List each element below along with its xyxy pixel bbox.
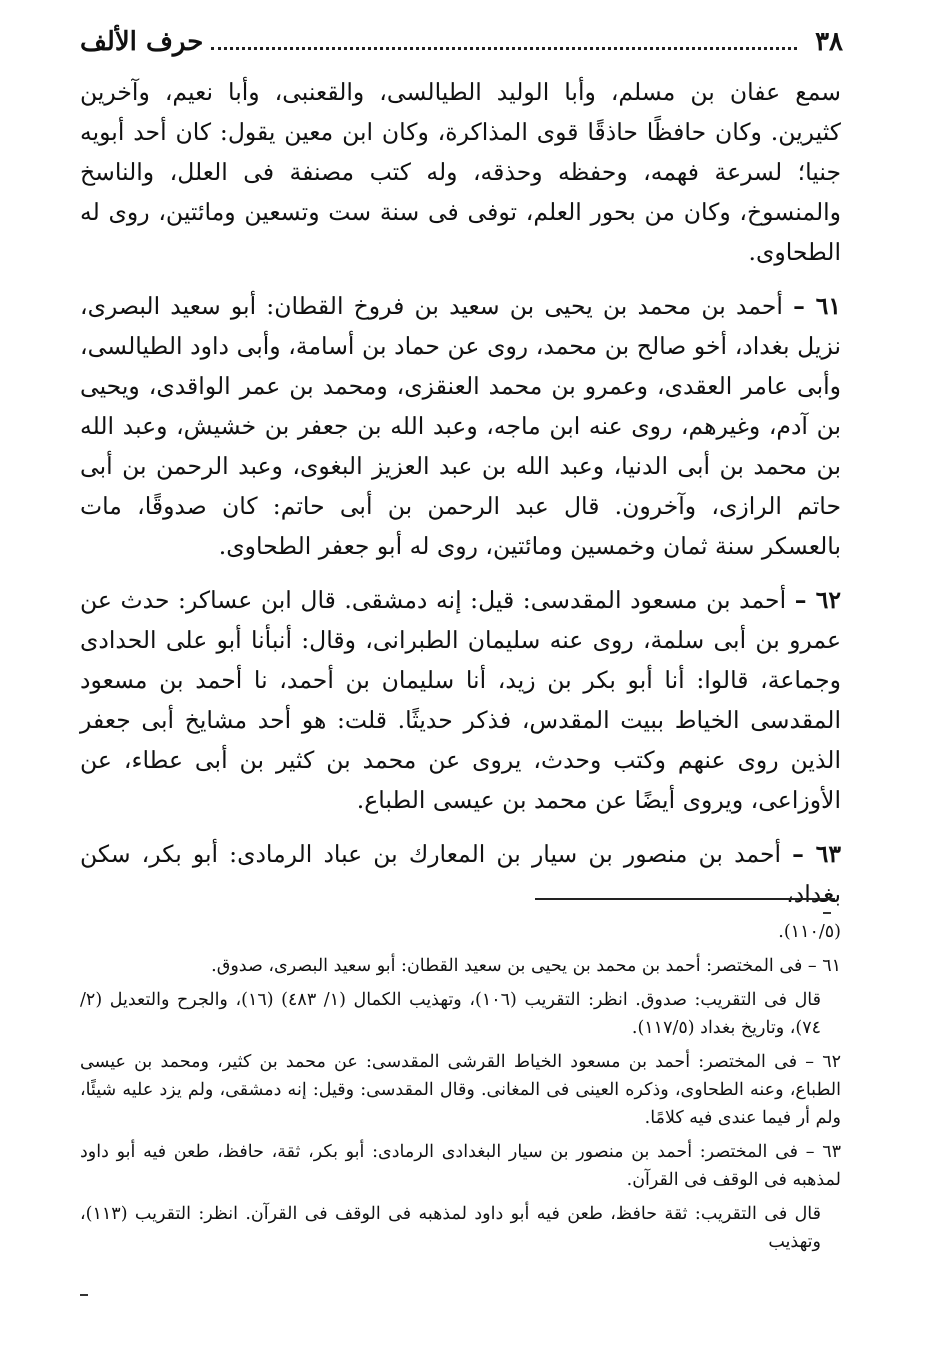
entry-text: أحمد بن منصور بن سيار بن المعارك بن عباد الرمادى: أبو بكر، سكن بغداد، xyxy=(80,840,841,908)
footnote-61-detail: قال فى التقريب: صدوق. انظر: التقريب (١٠٦)، وتهذيب الكمال (١/ ٤٨٣) (١٦)، والجرح والتعديل (٢/ ٧٤)، وتاريخ بغداد (١١٧/٥). xyxy=(80,990,821,1038)
page-number: ٣٨ xyxy=(815,27,843,57)
footnote-mark xyxy=(823,912,831,914)
entry-text: أحمد بن محمد بن يحيى بن سعيد بن فروخ القطان: أبو سعيد البصرى، نزيل بغداد، أخو صالح بن محمد، روى عن حماد بن أسامة، وأبى داود الطيالسى، وأبى عامر العقدى، وعمرو بن محمد العنقزى، ومحمد بن عمر الواقدى، ويحيى بن آدم، وغيرهم، روى عنه ابن ماجه، وعبد الله بن جعفر بن خشيش، وعبد الله بن محمد بن أبى الدنيا، وعبد الله بن عبد العزيز البغوى، وعبد الرحمن بن أبى حاتم الرازى، وآخرون. قال عبد الرحمن بن أبى حاتم: كان صدوقًا، مات بالعسكر سنة ثمان وخمسين ومائتين، روى له أبو جعفر الطحاوى. xyxy=(80,292,841,560)
footnote-63-detail: قال فى التقريب: ثقة حافظ، طعن فيه أبو داود لمذهبه فى الوقف فى القرآن. انظر: التقريب (١١٣)، وتهذيب xyxy=(80,1204,821,1252)
main-text xyxy=(80,72,841,928)
continuation-paragraph: سمع عفان بن مسلم، وأبا الوليد الطيالسى، والقعنبى، وأبا نعيم، وآخرين كثيرين. وكان حافظًا حاذقًا قوى المذاكرة، وكان ابن معين يقول: كان أحد أبويه جنيا؛ لسرعة فهمه، وحفظه وحذقه، وله كتب مصنفة فى العلل، والناسخ والمنسوخ، وكان من بحور العلم، توفى فى سنة ست وتسعين ومائتين، روى له الطحاوى. xyxy=(80,78,841,266)
entry-62 xyxy=(80,580,841,820)
footnote-mark xyxy=(80,1294,88,1296)
footnotes xyxy=(80,918,841,1262)
entry-number: ٦٣ – xyxy=(792,840,841,868)
page-header xyxy=(80,22,843,62)
running-title: حرف الألف xyxy=(80,27,204,57)
footnote-continuation: (١١٠/٥). xyxy=(778,922,841,942)
entry-61 xyxy=(80,286,841,566)
entry-number: ٦٢ – xyxy=(794,586,841,614)
header-dot-leader xyxy=(211,47,797,50)
entry-63 xyxy=(80,834,841,914)
footnote-61: ٦١ – فى المختصر: أحمد بن محمد بن يحيى بن سعيد القطان: أبو سعيد البصرى، صدوق. xyxy=(211,956,841,976)
entry-text: أحمد بن مسعود المقدسى: قيل: إنه دمشقى. قال ابن عساكر: حدث عن عمرو بن أبى سلمة، روى عنه سليمان الطبرانى، وقال: أنبأنا أبو على الحدادى وجماعة، قالوا: أنا أبو بكر بن زيد، أنا سليمان بن أحمد، نا أحمد بن مسعود المقدسى الخياط ببيت المقدس، فذكر حديثًا. قلت: هو أحد مشايخ أبى جعفر الذين روى عنهم وكتب وحدث، يروى عن محمد بن كثير بن أبى عطاء، عن الأوزاعى، ويروى أيضًا عن محمد بن عيسى الطباع. xyxy=(80,586,841,814)
footnote-63: ٦٣ – فى المختصر: أحمد بن منصور بن سيار البغدادى الرمادى: أبو بكر، ثقة، حافظ، طعن فيه أبو داود لمذهبه فى الوقف فى القرآن. xyxy=(80,1142,841,1190)
footnote-62: ٦٢ – فى المختصر: أحمد بن مسعود الخياط القرشى المقدسى: عن محمد بن كثير، ومحمد بن عيسى الطباع، وعنه الطحاوى، وذكره العينى فى المغانى. وقال المقدسى: وقيل: إنه دمشقى، ولم يزد عليه شيئًا، ولم أر فيما عندى فيه كلامًا. xyxy=(80,1052,841,1128)
entry-number: ٦١ – xyxy=(793,292,841,320)
footnote-separator xyxy=(535,898,835,900)
